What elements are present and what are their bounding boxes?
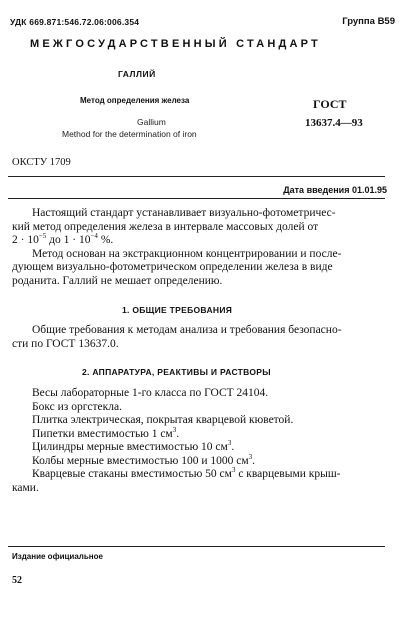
intro-line: Настоящий стандарт устанавливает визуально-фотометричес- (32, 207, 336, 219)
percent-sign: %. (97, 234, 114, 246)
document-title: ГАЛЛИЙ (118, 69, 156, 79)
oksty-code: ОКСТУ 1709 (12, 157, 71, 168)
exponent: −4 (90, 232, 98, 241)
list-item: Бокс из оргстекла. (32, 400, 122, 413)
list-item: Цилиндры мерные вместимостью 10 $см^3$. (32, 439, 235, 453)
list-item (12, 468, 388, 482)
footer-divider (8, 546, 385, 547)
item-text: Кварцевые стаканы вместимостью 50 см (32, 468, 232, 480)
date-divider (8, 198, 385, 199)
exponent: −5 (38, 232, 47, 241)
edition-note: Издание официальное (12, 552, 103, 561)
group-code: Группа В59 (342, 16, 395, 27)
exponent: 3 (248, 452, 253, 461)
section-1-line: Общие требования к методам анализа и требования безопасно- (32, 324, 342, 336)
range-low: 2 · 10 (12, 234, 39, 246)
item-text: Пипетки вместимостью 1 см (32, 427, 173, 440)
list-item-continuation: ками. (12, 481, 39, 494)
list-item: Весы лабораторные 1-го класса по ГОСТ 24104. (32, 387, 269, 399)
gost-label: ГОСТ (313, 97, 347, 111)
udk-code: УДК 669.871:546.72.06:006.354 (10, 17, 140, 27)
section-1-heading: 1. ОБЩИЕ ТРЕБОВАНИЯ (122, 305, 233, 315)
intro-range-line (12, 234, 388, 248)
document-subtitle: Метод определения железа (80, 96, 190, 105)
section-1-paragraph (12, 324, 388, 351)
exponent: 3 (227, 439, 232, 448)
gost-number: 13637.4—93 (305, 117, 363, 129)
list-item: Колбы мерные вместимостью 100 и 1000 $см^3$. (32, 452, 256, 467)
equipment-list (12, 387, 388, 495)
intro-line: Метод основан на экстракционном концентрировании и после- (32, 247, 342, 260)
section-1-line: сти по ГОСТ 13637.0. (12, 337, 119, 350)
item-text: Цилиндры мерные вместимостью 10 см (32, 441, 228, 453)
intro-line: роданита. Галлий не мешает определению. (12, 274, 223, 287)
intro-line: кий метод определения железа в интервале массовых долей от (12, 220, 319, 233)
exponent: 3 (231, 466, 236, 475)
intro-paragraph (12, 207, 388, 288)
introduction-date: Дата введения 01.01.95 (283, 185, 387, 195)
page-number: 52 (12, 575, 22, 586)
item-text: Колбы мерные вместимостью 100 и 1000 см (32, 454, 249, 467)
range-high: до 1 · 10 (46, 234, 91, 246)
header-divider (8, 176, 385, 177)
title-english: Gallium (137, 117, 166, 127)
standard-banner: МЕЖГОСУДАРСТВЕННЫЙ СТАНДАРТ (30, 38, 321, 50)
item-text: с кварцевыми крыш- (235, 468, 341, 480)
section-2-heading: 2. АППАРАТУРА, РЕАКТИВЫ И РАСТВОРЫ (82, 367, 271, 377)
subtitle-english: Method for the determination of iron (62, 129, 197, 139)
list-item: Плитка электрическая, покрытая кварцевой кюветой. (32, 414, 294, 426)
list-item: Пипетки вместимостью 1 $см^3$. (32, 425, 180, 440)
intro-line: дующем визуально-фотометрическом определении железа в виде (12, 261, 333, 273)
exponent: 3 (172, 425, 177, 434)
